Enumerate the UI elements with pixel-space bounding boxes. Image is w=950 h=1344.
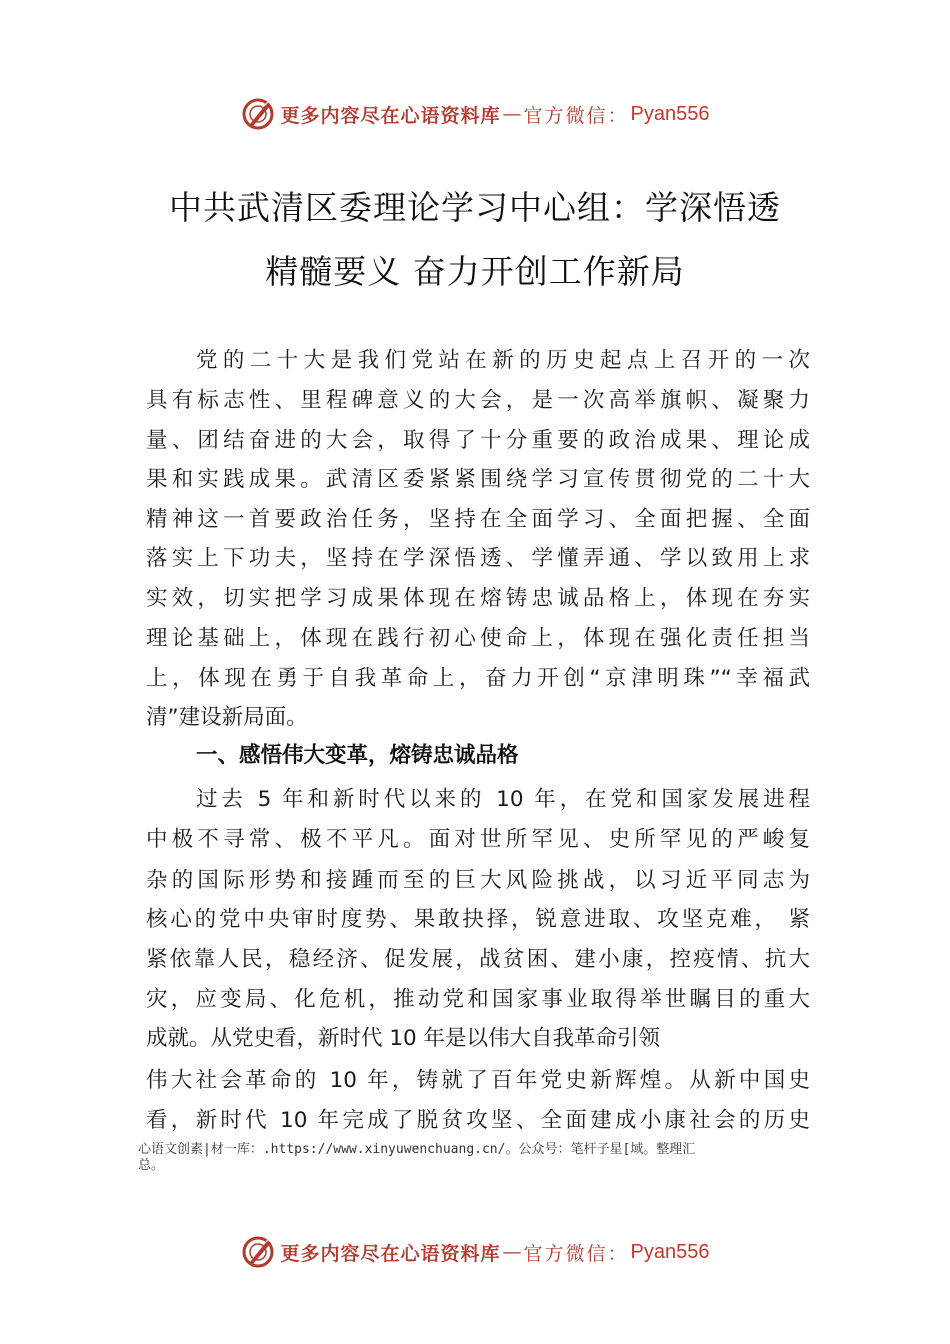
section-line: 伟大社会革命的 10 年，铸就了百年党史新辉煌。从新中国史	[146, 1068, 810, 1093]
paragraph-line: 落实上下功夫，坚持在学深悟透、学懂弄通、学以致用上求	[146, 546, 810, 571]
section-line: 灾，应变局、化危机，推动党和国家事业取得举世瞩目的重大	[146, 987, 810, 1012]
footer-banner	[0, 1232, 950, 1272]
pen-seal-logo-icon	[241, 1235, 275, 1269]
banner-wechat-id: Pyan556	[630, 102, 710, 125]
section-line: 核心的党中央审时度势、果敢抉择，锐意进取、攻坚克难， 紧	[146, 907, 810, 932]
paragraph-line: 具有标志性、里程碑意义的大会，是一次高举旗帜、凝聚力	[146, 388, 810, 413]
section-line: 过去 5 年和新时代以来的 10 年，在党和国家发展进程	[196, 787, 810, 812]
paragraph-line: 理论基础上，体现在践行初心使命上，体现在强化责任担当	[146, 626, 810, 651]
paragraph-line: 党的二十大是我们党站在新的历史起点上召开的一次	[196, 348, 810, 373]
banner-main-text: 更多内容尽在心语资料库	[280, 1242, 501, 1265]
paragraph-line: 果和实践成果。武清区委紧紧围绕学习宣传贯彻党的二十大	[146, 467, 810, 492]
section-heading: 一、感悟伟大变革，熔铸忠诚品格	[196, 743, 519, 768]
paragraph-line: 量、团结奋进的大会，取得了十分重要的政治成果、理论成	[146, 428, 810, 453]
paragraph-line: 精神这一首要政治任务，坚持在全面学习、全面把握、全面	[146, 507, 810, 532]
header-banner	[0, 94, 950, 134]
banner-main-text: 更多内容尽在心语资料库	[280, 104, 501, 127]
footnote-line-1: 心语文创素|材一库：.https://www.xinyuwenchuang.cn/。公众号：笔杆子星[域。整理汇	[138, 1142, 696, 1157]
banner-separator: —	[502, 103, 522, 125]
document-title-line-1: 中共武清区委理论学习中心组：学深悟透	[169, 188, 781, 227]
section-line: 杂的国际形势和接踵而至的巨大风险挑战，以习近平同志为	[146, 868, 810, 893]
banner-wechat-label: 官方微信：	[523, 104, 629, 127]
section-line: 看，新时代 10 年完成了脱贫攻坚、全面建成小康社会的历史	[146, 1108, 810, 1133]
banner-separator: —	[502, 1241, 522, 1263]
section-line: 紧依靠人民，稳经济、促发展，战贫困、建小康，控疫情、抗大	[146, 947, 810, 972]
pen-seal-logo-icon	[241, 97, 275, 131]
document-title-line-2: 精髓要义 奋力开创工作新局	[265, 252, 685, 291]
paragraph-line: 实效，切实把学习成果体现在熔铸忠诚品格上，体现在夯实	[146, 586, 810, 611]
paragraph-line: 上，体现在勇于自我革命上，奋力开创“京津明珠”“幸福武	[146, 666, 810, 691]
paragraph-line: 清”建设新局面。	[146, 705, 308, 730]
section-line: 成就。从党史看，新时代 10 年是以伟大自我革命引领	[146, 1026, 661, 1051]
banner-wechat-id: Pyan556	[630, 1240, 710, 1263]
footnote-line-2: 总。	[138, 1158, 165, 1173]
section-line: 中极不寻常、极不平凡。面对世所罕见、史所罕见的严峻复	[146, 827, 810, 852]
banner-wechat-label: 官方微信：	[523, 1242, 629, 1265]
